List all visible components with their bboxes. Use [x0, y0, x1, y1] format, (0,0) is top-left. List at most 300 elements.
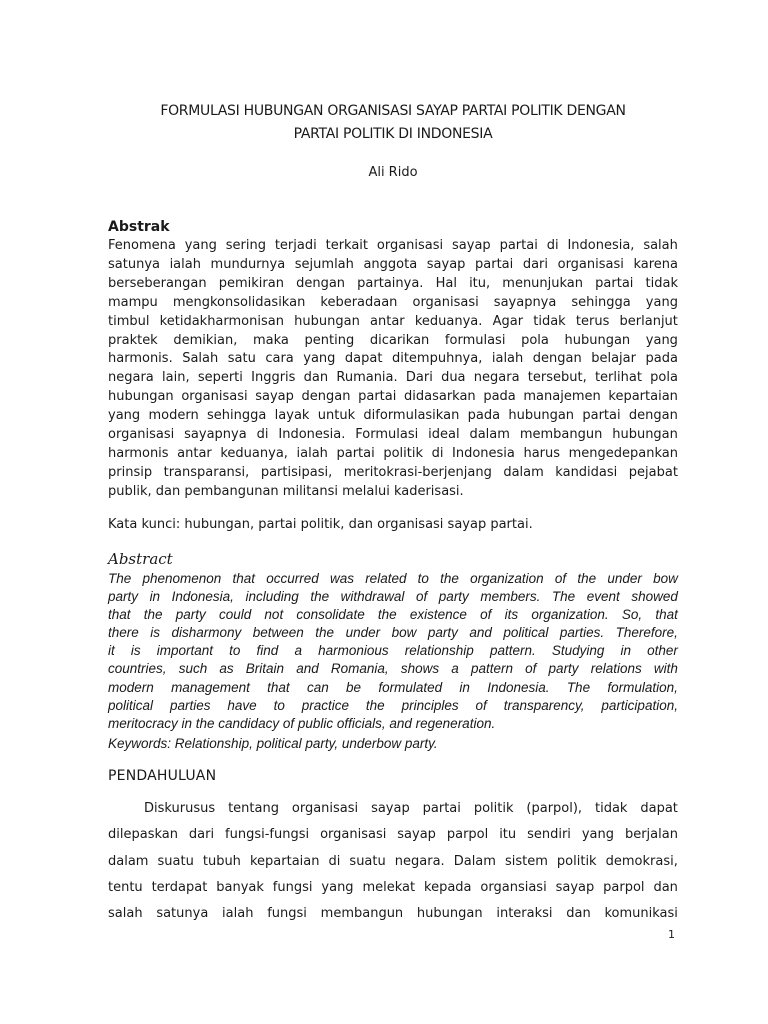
word: sayapnya: [493, 294, 557, 310]
word: is: [150, 625, 161, 641]
word: untuk: [317, 408, 356, 424]
word: partai: [336, 445, 375, 461]
word: dalam: [503, 464, 544, 480]
text-line: [108, 426, 678, 445]
author-name: Ali Rido: [368, 165, 418, 180]
word: harmonious: [318, 643, 389, 659]
word: hubungan: [564, 332, 631, 348]
word: of: [480, 607, 492, 623]
word: Formulasi: [355, 427, 419, 443]
word: a: [294, 643, 302, 659]
word: negara.: [394, 853, 445, 869]
word: partainya.: [357, 275, 424, 291]
abstract-body: [108, 570, 678, 733]
word: Diskurusus: [144, 801, 216, 816]
word: hubungan: [108, 389, 174, 405]
word: mampu: [108, 294, 158, 310]
word: timbul: [108, 313, 150, 329]
word: terus: [575, 313, 610, 329]
word: transparency,: [503, 697, 585, 713]
word: yang: [645, 294, 678, 310]
word: meritokrasi-berjenjang: [343, 464, 492, 480]
word: hubungan: [612, 427, 678, 443]
word: di: [546, 238, 559, 253]
text-line: [108, 369, 678, 388]
word: dua: [441, 370, 466, 386]
word: Studying: [551, 643, 605, 659]
word: karena: [633, 256, 678, 272]
word: parties.: [559, 625, 605, 641]
word: relationship: [404, 643, 474, 659]
word: pada: [483, 389, 516, 405]
word: tersebut,: [527, 370, 587, 386]
word: sejumlah: [294, 256, 354, 272]
word: could: [218, 607, 252, 623]
word: pejabat: [628, 464, 678, 480]
word: berlanjut: [619, 313, 678, 329]
word: The: [566, 679, 591, 695]
word: the: [377, 607, 397, 623]
word: kepartaian: [608, 389, 678, 405]
text-line: [108, 588, 678, 606]
word: Dari: [405, 370, 433, 386]
word: organisasi: [181, 389, 248, 405]
word: tidak: [533, 313, 566, 329]
word: with: [653, 661, 678, 677]
word: tidak: [645, 275, 678, 291]
text-line: [108, 901, 678, 927]
word: layak: [274, 408, 310, 424]
text-line: [108, 606, 678, 624]
word: ialah: [169, 256, 201, 272]
word: So,: [621, 607, 643, 623]
word: existence: [409, 607, 467, 623]
word: manajemen: [523, 389, 601, 405]
word: cara: [265, 351, 294, 367]
word: in: [620, 643, 632, 659]
abstract-heading: Abstract: [108, 550, 173, 568]
word: organisasi: [412, 294, 479, 310]
abstrak-keywords: Kata kunci: hubungan, partai politik, dan organisasi sayap partai.: [108, 517, 533, 532]
word: under: [607, 571, 642, 586]
line-text: meritocracy in the candidacy of public officials, and regeneration.: [108, 715, 496, 731]
word: parties: [169, 697, 211, 713]
word: politik: [556, 853, 597, 869]
word: be: [346, 679, 362, 695]
word: participation,: [601, 697, 678, 713]
word: tentu: [108, 879, 143, 895]
word: sayap: [397, 827, 436, 843]
text-line: [108, 256, 678, 275]
word: Therefore,: [615, 625, 678, 641]
word: melekat: [362, 879, 416, 895]
word: kepada: [424, 879, 472, 895]
word: as: [219, 661, 234, 677]
word: politik: [473, 801, 514, 816]
word: there: [108, 625, 139, 641]
word: is: [130, 643, 141, 659]
text-line: [108, 849, 678, 875]
word: occurred: [266, 571, 319, 586]
word: formulated: [378, 679, 443, 695]
text-line: [108, 624, 678, 642]
text-line: [108, 464, 678, 483]
word: terjadi: [274, 238, 317, 253]
word: dengan: [301, 389, 351, 405]
word: Indonesia,: [567, 238, 635, 253]
word: parpol: [603, 879, 645, 895]
word: Hal: [435, 275, 457, 291]
word: to: [273, 697, 285, 713]
section-body: [108, 796, 678, 927]
word: pattern.: [489, 643, 536, 659]
word: such: [178, 661, 208, 677]
word: transparansi,: [163, 464, 250, 480]
word: Indonesia.: [278, 427, 346, 443]
word: the: [440, 571, 459, 586]
word: bow: [653, 571, 678, 586]
word: formulation,: [607, 679, 678, 695]
word: belajar: [591, 351, 636, 367]
word: party: [175, 607, 206, 623]
text-line: [108, 483, 678, 502]
word: practice: [301, 697, 350, 713]
word: negara: [473, 370, 520, 386]
word: prinsip: [108, 464, 153, 480]
word: between: [252, 625, 304, 641]
word: partai: [422, 801, 461, 816]
word: in: [149, 589, 161, 605]
text-line: [108, 875, 678, 901]
text-line: [108, 796, 678, 822]
word: membangun: [519, 427, 603, 443]
word: ditempuhnya,: [391, 351, 483, 367]
word: partai: [358, 389, 397, 405]
word: itu: [499, 827, 517, 843]
word: seperti: [197, 370, 243, 386]
word: komunikasi: [604, 906, 678, 922]
word: keduanya,: [220, 445, 288, 461]
word: Dalam: [453, 853, 496, 869]
word: of: [415, 589, 428, 605]
word: Inggris: [251, 370, 296, 386]
word: sistem: [504, 853, 548, 869]
abstrak-body: [108, 237, 678, 502]
word: formulasi: [444, 332, 506, 348]
word: party: [427, 625, 458, 641]
word: maka: [252, 332, 289, 348]
word: terdapat: [151, 879, 208, 895]
word: pemikiran: [218, 275, 284, 291]
word: that: [655, 607, 678, 623]
word: shows: [400, 661, 440, 677]
word: fungsi-fungsi: [225, 827, 310, 843]
word: demokrasi,: [605, 853, 678, 869]
word: ialah: [491, 351, 524, 367]
word: and: [469, 625, 492, 641]
text-line: [108, 570, 678, 588]
word: not: [264, 607, 284, 623]
word: partisipasi,: [260, 464, 333, 480]
word: its: [504, 607, 519, 623]
word: yang: [645, 332, 678, 348]
word: organisasi: [376, 238, 444, 253]
word: that: [108, 607, 131, 623]
word: dilepaskan: [108, 827, 178, 843]
word: organisasi: [320, 827, 387, 843]
text-line: [108, 237, 678, 256]
word: keduanya.: [414, 313, 483, 329]
word: dan: [653, 879, 678, 895]
word: kandidasi: [555, 464, 618, 480]
word: yang: [303, 351, 336, 367]
word: Britain: [245, 661, 285, 677]
word: organsiasi: [480, 879, 547, 895]
word: di: [256, 427, 269, 443]
word: sayap: [255, 389, 294, 405]
word: organisasi: [108, 427, 175, 443]
word: antar: [370, 313, 405, 329]
word: modern: [148, 408, 199, 424]
word: penting: [304, 332, 355, 348]
word: ialah: [296, 445, 328, 461]
word: suatu: [157, 853, 194, 869]
word: partai: [582, 408, 621, 424]
word: principles: [401, 697, 459, 713]
word: the: [143, 607, 163, 623]
word: dalam: [469, 427, 510, 443]
word: harmonis: [108, 445, 169, 461]
word: The: [551, 589, 576, 605]
word: yang: [321, 879, 354, 895]
word: keberadaan: [320, 294, 398, 310]
word: mengedepankan: [568, 445, 678, 461]
word: ketidakharmonisan: [159, 313, 284, 329]
text-line: [108, 407, 678, 426]
word: Indonesia: [452, 445, 515, 461]
word: membangun: [320, 906, 404, 922]
word: pola: [521, 332, 549, 348]
word: interaksi: [496, 906, 553, 922]
section-heading: PENDAHULUAN: [108, 768, 217, 784]
word: hubungan: [294, 313, 360, 329]
word: itu,: [469, 275, 491, 291]
word: including: [245, 589, 299, 605]
word: partai: [499, 238, 538, 253]
word: tidak: [594, 801, 628, 816]
word: the: [315, 625, 335, 641]
word: anggota: [363, 256, 418, 272]
title-line: PARTAI POLITIK DI INDONESIA: [293, 126, 493, 142]
word: Salah: [182, 351, 219, 367]
word: di: [328, 853, 341, 869]
word: sering: [225, 238, 266, 253]
word: that: [232, 571, 256, 586]
text-line: [108, 697, 678, 715]
text-line: [108, 388, 678, 407]
word: sayap: [426, 256, 466, 272]
word: menunjukan: [502, 275, 584, 291]
word: party: [548, 661, 579, 677]
word: phenomenon: [142, 571, 222, 586]
word: of: [475, 697, 487, 713]
word: praktek: [108, 332, 158, 348]
word: hubungan: [508, 408, 575, 424]
word: satunya: [156, 906, 209, 922]
word: pola: [650, 370, 678, 386]
word: can: [306, 679, 329, 695]
word: hubungan: [416, 906, 483, 922]
word: withdrawal: [340, 589, 405, 605]
word: it: [108, 643, 115, 659]
word: a: [451, 661, 459, 677]
text-line: [108, 660, 678, 678]
word: yang: [581, 827, 615, 843]
word: was: [329, 571, 354, 586]
word: sayap: [371, 801, 410, 816]
word: politik: [383, 445, 423, 461]
paper-title: [108, 100, 678, 146]
word: and: [296, 661, 319, 677]
word: satunya: [108, 256, 160, 272]
word: dicarikan: [369, 332, 430, 348]
word: that: [267, 679, 290, 695]
text-line: [108, 313, 678, 332]
word: relations: [590, 661, 642, 677]
word: of: [554, 571, 567, 586]
word: dengan: [628, 408, 678, 424]
word: berseberangan: [108, 275, 207, 291]
word: negara: [108, 370, 154, 386]
word: to: [229, 643, 241, 659]
word: pattern: [470, 661, 513, 677]
word: didasarkan: [404, 389, 476, 405]
word: management: [171, 679, 250, 695]
word: organisasi: [557, 256, 624, 272]
word: Rumania.: [336, 370, 398, 386]
word: ideal: [428, 427, 460, 443]
word: dan: [303, 370, 329, 386]
word: pada: [645, 351, 678, 367]
word: tentang: [228, 801, 279, 816]
word: in: [459, 679, 470, 695]
word: Agar: [492, 313, 524, 329]
word: sendiri: [527, 827, 571, 843]
word: lain,: [162, 370, 190, 386]
word: showed: [631, 589, 678, 605]
text-line: [108, 294, 678, 313]
word: sayap: [452, 238, 491, 253]
line-text: publik, dan pembangunan militansi melalui kaderisasi.: [108, 483, 464, 499]
word: (parpol),: [526, 801, 583, 816]
word: under: [345, 625, 381, 641]
text-line: [108, 822, 678, 848]
word: organization: [470, 571, 544, 586]
word: important: [156, 643, 214, 659]
word: harmonis.: [108, 351, 173, 367]
word: di: [431, 445, 444, 461]
word: dengan: [532, 351, 582, 367]
word: political: [503, 625, 549, 641]
word: partai: [595, 275, 634, 291]
text-line: [108, 642, 678, 660]
word: dari: [188, 827, 215, 843]
word: other: [647, 643, 678, 659]
word: members.: [480, 589, 541, 605]
word: pada: [467, 408, 501, 424]
word: the: [365, 697, 385, 713]
word: Fenomena: [108, 238, 176, 253]
word: sayap: [555, 879, 595, 895]
word: diformulasikan: [363, 408, 460, 424]
word: the: [310, 589, 330, 605]
word: sehingga: [207, 408, 267, 424]
word: event: [586, 589, 620, 605]
word: disharmony: [171, 625, 242, 641]
word: party: [438, 589, 469, 605]
word: kepartaian: [249, 853, 320, 869]
word: the: [577, 571, 597, 586]
word: mundurnya: [210, 256, 286, 272]
text-line: [108, 332, 678, 351]
word: terkait: [325, 238, 369, 253]
word: dapat: [640, 801, 678, 816]
word: related: [365, 571, 407, 586]
word: yang: [108, 408, 141, 424]
page-number: 1: [668, 928, 675, 941]
word: dan: [566, 906, 591, 922]
word: have: [227, 697, 257, 713]
word: mengkonsolidasikan: [172, 294, 306, 310]
word: modern: [108, 679, 154, 695]
word: ialah: [222, 906, 254, 922]
word: The: [108, 571, 132, 586]
word: party: [108, 589, 139, 605]
abstrak-heading: Abstrak: [108, 219, 170, 235]
word: parpol: [446, 827, 489, 843]
word: Romania,: [330, 661, 389, 677]
word: banyak: [216, 879, 264, 895]
word: dalam: [108, 853, 149, 869]
word: consolidate: [296, 607, 365, 623]
word: sayapnya: [184, 427, 247, 443]
word: dari: [522, 256, 549, 272]
word: dengan: [296, 275, 346, 291]
word: berjalan: [624, 827, 678, 843]
word: organisasi: [291, 801, 359, 816]
word: Indonesia,: [171, 589, 234, 605]
word: bow: [391, 625, 417, 641]
word: suatu: [349, 853, 386, 869]
word: yang: [184, 238, 217, 253]
word: fungsi: [267, 906, 307, 922]
word: organization.: [531, 607, 609, 623]
word: tubuh: [202, 853, 241, 869]
text-line: [108, 445, 678, 464]
text-line: [108, 679, 678, 697]
word: fungsi: [272, 879, 313, 895]
word: satu: [227, 351, 256, 367]
word: demikian,: [173, 332, 238, 348]
word: antar: [177, 445, 212, 461]
word: salah: [643, 238, 678, 253]
word: of: [525, 661, 537, 677]
title-line: FORMULASI HUBUNGAN ORGANISASI SAYAP PARTAI POLITIK DENGAN: [160, 103, 626, 119]
word: to: [417, 571, 429, 586]
word: countries,: [108, 661, 167, 677]
word: salah: [108, 906, 143, 922]
word: harus: [523, 445, 561, 461]
